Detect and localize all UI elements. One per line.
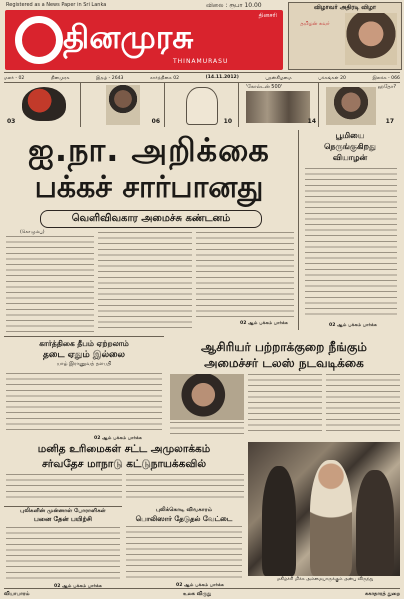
masthead-roman: THINAMURASU	[173, 58, 229, 65]
info-day: புதன்கிழமை	[265, 75, 292, 81]
logo-ring-icon	[15, 16, 63, 64]
right-title3: வியாழன்	[332, 153, 368, 162]
index-item[interactable]	[166, 83, 239, 127]
right-continued[interactable]: 02 ஆம் பக்கம் பார்க்க	[329, 323, 377, 328]
footer-mid[interactable]: உலக விருது	[183, 590, 212, 597]
ad-sub: தமிழன் சுவர்	[300, 21, 330, 27]
ex-cadres-title: புலிகளின் முன்னாள் போராளிகள்	[20, 508, 106, 514]
masthead-logo	[5, 10, 283, 70]
right-body	[305, 168, 397, 318]
footer-bar	[4, 588, 400, 598]
person-photo	[106, 85, 140, 125]
footer-left[interactable]: வியாபாரம்	[4, 590, 30, 597]
event-photo	[248, 442, 400, 576]
index-page-number: 03	[7, 118, 16, 125]
photo-figure-center	[310, 460, 352, 576]
info-issue: மலர் - 02	[4, 75, 25, 81]
masthead-tagline: தினசரி	[258, 12, 277, 19]
index-item[interactable]	[4, 83, 81, 127]
index-page-number: 10	[223, 118, 232, 125]
tiger-flag-title: பொலிஸார் தேடுதல் வேட்டை	[135, 515, 233, 523]
tiger-flag-body	[126, 526, 242, 578]
tiger-flag-box	[124, 444, 244, 588]
info-paper: தினமுரசு	[50, 75, 70, 81]
index-item[interactable]	[320, 83, 400, 127]
conference-headline2: சர்வதேச மாநாடு கட்டுநாயக்கவில்	[41, 458, 207, 470]
lead-headline-line1: ஐ.நா. அறிக்கை	[28, 131, 270, 169]
ex-cadres-body	[6, 527, 120, 581]
lead-continued[interactable]: 02 ஆம் பக்கம் பார்க்க	[240, 321, 288, 326]
index-page-number: 06	[151, 118, 160, 125]
karthigai-continued[interactable]: 02 ஆம் பக்கம் பார்க்க	[94, 436, 142, 441]
index-caption: 'கோல்டன் 500'	[246, 84, 283, 90]
footer-right[interactable]: சுகாதாரத் துறை	[364, 590, 400, 597]
conference-headline1: மனித உரிமைகள் சட்ட அமுலாக்கம்	[37, 443, 211, 455]
ex-cadres-continued[interactable]: 02 ஆம் பக்கம் பார்க்க	[54, 584, 102, 589]
karthigai-title2: தடை ஏதும் இல்லை	[42, 350, 126, 360]
index-item[interactable]	[82, 83, 165, 127]
teachers-body-a	[248, 374, 322, 432]
portrait-photo	[326, 87, 376, 125]
karthigai-body	[6, 373, 162, 433]
info-pages: பக்கங்கள் 20	[318, 75, 346, 81]
info-serial: இலக்க - 066	[372, 75, 400, 81]
ad-title: விழாவர் அதிரடி விழா	[313, 4, 377, 11]
helmet-image	[22, 87, 66, 121]
lead-body-col2	[98, 232, 192, 332]
ex-cadres-sub: பனை தேன் பயிற்சி	[34, 515, 92, 523]
tiger-flag-continued[interactable]: 02 ஆம் பக்கம் பார்க்க	[176, 583, 224, 588]
teachers-headline1: ஆசிரியர் பற்றாக்குறை நீங்கும்	[201, 340, 367, 354]
masthead-title: தினமுரசு	[63, 18, 194, 56]
photo-figure-right	[356, 470, 394, 576]
index-page-number: 17	[385, 118, 394, 125]
ad-portrait-image	[345, 13, 397, 65]
lead-dateline: (கொழும்பு)	[20, 230, 45, 235]
lead-subhead: வெளிவிவகார அமைச்சு கண்டனம்	[40, 210, 262, 228]
karthigai-title: கார்த்திகை தீபம் ஏற்றலாம்	[39, 339, 129, 348]
minister-photo	[170, 374, 244, 420]
teachers-headline2: அமைச்சர் டலஸ் நடவடிக்கை	[204, 356, 364, 370]
index-caption: ஹதோ?	[377, 84, 396, 90]
event-photo-caption: மகிழ்ச்சி மிக்க அம்மையாருக்கும் அன்பு விருந்து	[276, 577, 374, 582]
info-tamil-date: கார்த்திகை 02	[149, 75, 180, 81]
karthigai-box	[4, 336, 164, 441]
index-strip	[4, 83, 400, 127]
teachers-body-b	[326, 374, 400, 432]
group-photo	[246, 91, 310, 123]
right-title2: நெருங்குகிறது	[324, 142, 376, 151]
index-page-number: 14	[307, 118, 316, 125]
info-bar	[4, 72, 400, 83]
lead-headline-line2: பக்கச் சார்பானது	[34, 170, 264, 205]
cartoon-image	[186, 87, 218, 125]
ex-cadres-box	[4, 506, 122, 589]
info-number: இதழ் - 2643	[96, 75, 124, 81]
index-item[interactable]	[240, 83, 319, 127]
photo-figure-left	[262, 466, 296, 576]
top-ad	[288, 2, 402, 70]
lead-body-col3	[196, 232, 294, 318]
price: விலை : ரூபா 10.00	[206, 2, 262, 9]
karthigai-sub: யாழ் இராணுவத் தளபதி	[56, 361, 112, 367]
teachers-body-c	[170, 422, 244, 436]
conference-body-a	[6, 474, 122, 502]
registration-note: Registered as a News Paper in Sri Lanka	[6, 2, 107, 8]
right-title1: பூமியை	[335, 131, 365, 140]
tiger-flag-kicker: புலிக்கொடி விவகாரம்	[155, 507, 213, 513]
right-column	[298, 130, 401, 330]
info-date: (14.11.2012)	[205, 75, 239, 80]
lead-body-col1	[6, 236, 94, 332]
